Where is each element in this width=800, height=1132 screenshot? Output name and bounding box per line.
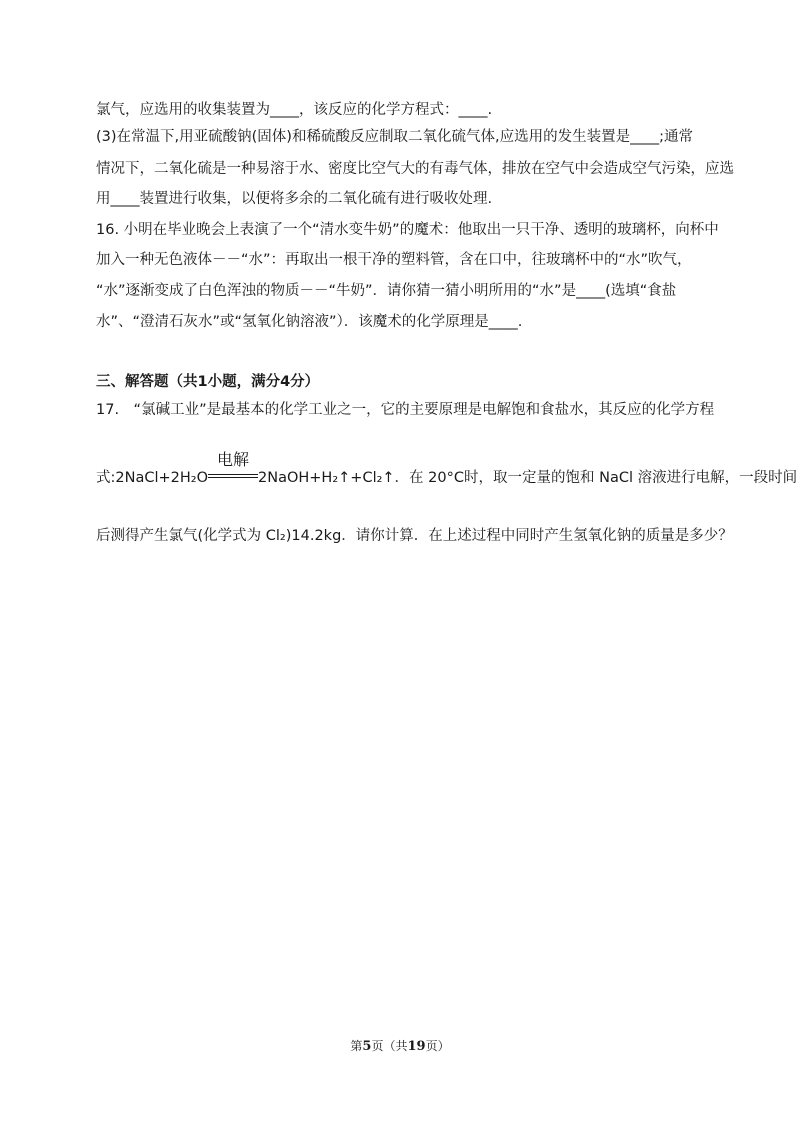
equation-reactants: 式:2NaCl+2H₂O bbox=[96, 470, 208, 486]
text-line-1: 氯气，应选用的收集装置为____，该反应的化学方程式：____. bbox=[96, 102, 493, 118]
footer-mid: 页（共 bbox=[371, 1039, 408, 1053]
question-16-line-3: “水”逐渐变成了白色浑浊的物质－－“牛奶”．请你猜一猜小明所用的“水”是____(选填“食盐 bbox=[96, 283, 677, 299]
chemical-equation-line bbox=[96, 450, 798, 488]
equation-condition-group bbox=[208, 450, 258, 488]
page-footer bbox=[0, 1037, 800, 1054]
text-line-4: 用____装置进行收集，以便将多余的二氧化硫有进行吸收处理. bbox=[96, 191, 493, 207]
footer-post: 页） bbox=[425, 1039, 450, 1053]
text-line-2: (3)在常温下,用亚硫酸钠(固体)和稀硫酸反应制取二氧化硫气体,应选用的发生装置是____;通常 bbox=[96, 129, 693, 145]
question-17-line-1: 17. “氯碱工业”是最基本的化学工业之一，它的主要原理是电解饱和食盐水，其反应的化学方程 bbox=[96, 402, 715, 418]
section-heading: 三、解答题（共1小题，满分4分） bbox=[96, 374, 320, 390]
question-16-line-1: 16. 小明在毕业晚会上表演了一个“清水变牛奶”的魔术：他取出一只干净、透明的玻璃杯，向杯中 bbox=[96, 222, 719, 238]
footer-page-number: 5 bbox=[362, 1039, 372, 1054]
equation-double-bar bbox=[208, 474, 258, 478]
footer-total-pages: 19 bbox=[407, 1039, 426, 1054]
footer-pre: 第 bbox=[350, 1039, 363, 1053]
equation-condition: 电解 bbox=[216, 450, 250, 469]
question-16-line-2: 加入一种无色液体－－“水”：再取出一根干净的塑料管，含在口中，往玻璃杯中的“水”吹气， bbox=[96, 252, 692, 268]
text-line-3: 情况下，二氧化硫是一种易溶于水、密度比空气大的有毒气体，排放在空气中会造成空气污染，应选 bbox=[96, 161, 734, 177]
equation-products: 2NaOH+H₂↑+Cl₂↑．在 20°C时，取一定量的饱和 NaCl 溶液进行电解，一段时间 bbox=[258, 470, 798, 486]
question-16-line-4: 水”、“澄清石灰水”或“氢氧化钠溶液”）．该魔术的化学原理是____. bbox=[96, 314, 523, 330]
question-17-line-3: 后测得产生氯气(化学式为 Cl₂)14.2kg．请你计算．在上述过程中同时产生氢氧化钠的质量是多少？ bbox=[96, 528, 733, 544]
